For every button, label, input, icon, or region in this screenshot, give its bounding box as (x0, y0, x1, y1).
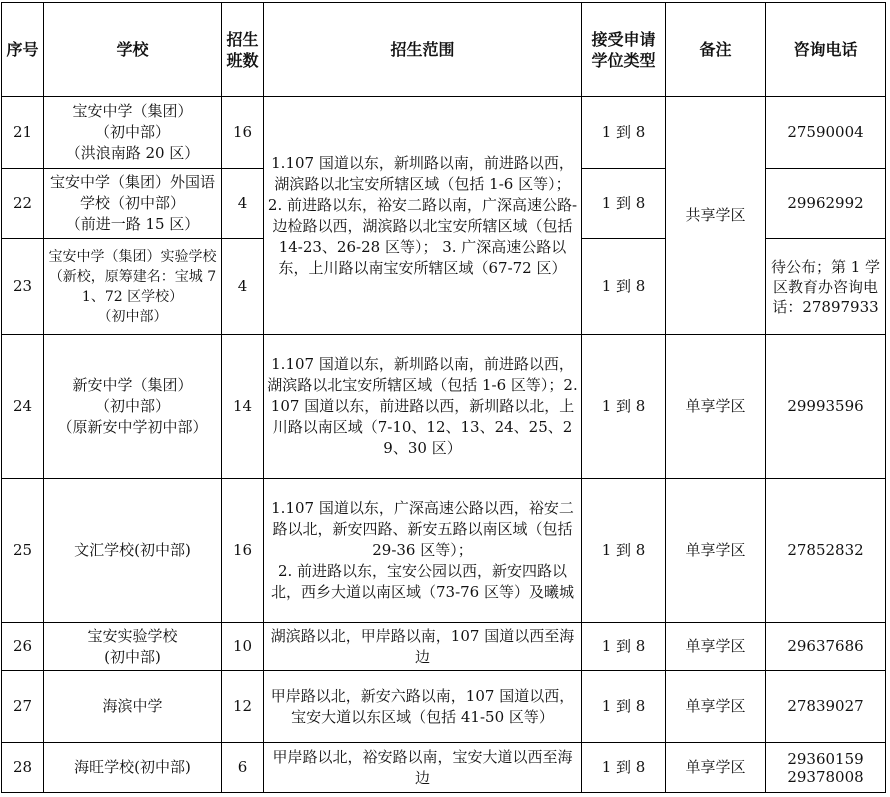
row-type: 1 到 8 (582, 479, 666, 623)
table-row (2, 623, 886, 671)
row-school (44, 169, 222, 239)
row-classes: 4 (222, 239, 264, 335)
shared-scope: 1.107 国道以东，新圳路以南，前进路以西，湖滨路以北宝安所辖区域（包括 1-6 区等）； 2. 前进路以东，裕安二路以南，广深高速公路-边检路以西，湖滨路以北宝安所辖区域（包括 14-23、26-28 区等）； 3. 广深高速公路以东，上川路以南宝安所辖区域（67-72 区） (264, 97, 582, 335)
table-row (2, 671, 886, 743)
row-classes: 12 (222, 671, 264, 743)
row-seq: 22 (2, 169, 44, 239)
row-seq: 27 (2, 671, 44, 743)
row-phone: 29637686 (766, 623, 886, 671)
school-line: （洪浪南路 20 区） (65, 144, 200, 162)
row-school (44, 743, 222, 793)
row-classes: 16 (222, 479, 264, 623)
header-seq: 序号 (2, 3, 44, 97)
school-line: 宝安实验学校 (87, 626, 178, 645)
scope-line: 1.107 国道以东，广深高速公路以西，裕安二路以北，新安四路、新安五路以南区域（包括 29-36 区等）； (271, 499, 574, 559)
row-classes: 6 (222, 743, 264, 793)
school-line: 宝安中学（集团）实验学校（新校，原筹建名：宝城 71、72 区学校） (48, 248, 217, 305)
school-line: 海滨中学 (102, 697, 163, 715)
row-phone: 待公布；第 1 学区教育办咨询电话：27897933 (766, 239, 886, 335)
row-scope: 甲岸路以北，裕安路以南，宝安大道以西至海边 (264, 743, 582, 793)
school-line: 文汇学校(初中部) (74, 541, 191, 559)
row-school (44, 239, 222, 335)
row-school (44, 623, 222, 671)
row-scope: 1.107 国道以东，新圳路以南，前进路以西，湖滨路以北宝安所辖区域（包括 1-6 区等）；2. 107 国道以东，前进路以西，新圳路以北，上川路以南区域（7-10、12、13、24、25、29、30 区） (264, 335, 582, 479)
school-line: （原新安中学初中部） (57, 418, 208, 436)
row-school (44, 97, 222, 169)
row-type: 1 到 8 (582, 743, 666, 793)
row-classes: 14 (222, 335, 264, 479)
phone-line: 29378008 (787, 767, 864, 786)
row-scope (264, 479, 582, 623)
header-phone: 咨询电话 (766, 3, 886, 97)
header-scope: 招生范围 (264, 3, 582, 97)
row-type: 1 到 8 (582, 335, 666, 479)
row-type: 1 到 8 (582, 623, 666, 671)
row-scope: 湖滨路以北，甲岸路以南，107 国道以西至海边 (264, 623, 582, 671)
school-line: 宝安中学（集团）外国语学校（初中部） (49, 173, 215, 212)
school-line: （初中部） (94, 397, 170, 415)
school-line: 新安中学（集团） (72, 376, 193, 394)
table-row (2, 479, 886, 623)
row-school (44, 335, 222, 479)
row-phone: 27852832 (766, 479, 886, 623)
row-note: 单享学区 (666, 671, 766, 743)
row-note: 单享学区 (666, 479, 766, 623)
row-scope: 甲岸路以北，新安六路以南，107 国道以西，宝安大道以东区域（包括 41-50 区等） (264, 671, 582, 743)
row-seq: 28 (2, 743, 44, 793)
row-classes: 16 (222, 97, 264, 169)
row-phone: 27590004 (766, 97, 886, 169)
phone-line: 29360159 (787, 749, 864, 768)
table-row (2, 97, 886, 169)
row-note: 单享学区 (666, 743, 766, 793)
school-line: (初中部) (104, 647, 161, 666)
row-phone: 29993596 (766, 335, 886, 479)
row-seq: 24 (2, 335, 44, 479)
school-line: （前进一路 15 区） (65, 215, 200, 233)
row-seq: 21 (2, 97, 44, 169)
school-line: 宝安中学（集团） (72, 102, 193, 120)
shared-note: 共享学区 (666, 97, 766, 335)
row-phone: 29962992 (766, 169, 886, 239)
row-type: 1 到 8 (582, 97, 666, 169)
row-seq: 23 (2, 239, 44, 335)
school-line: 海旺学校(初中部) (74, 758, 191, 776)
scope-line: 2. 前进路以东，宝安公园以西，新安四路以北，西乡大道以南区域（73-76 区等）及曦城 (270, 562, 574, 601)
enrollment-table (1, 2, 886, 793)
school-line: （初中部） (94, 123, 170, 141)
row-seq: 26 (2, 623, 44, 671)
row-phone (766, 743, 886, 793)
row-school (44, 479, 222, 623)
row-school (44, 671, 222, 743)
row-classes: 4 (222, 169, 264, 239)
header-school: 学校 (44, 3, 222, 97)
row-note: 单享学区 (666, 335, 766, 479)
header-type: 接受申请学位类型 (582, 3, 666, 97)
row-type: 1 到 8 (582, 239, 666, 335)
row-seq: 25 (2, 479, 44, 623)
row-type: 1 到 8 (582, 169, 666, 239)
table-row (2, 743, 886, 793)
row-type: 1 到 8 (582, 671, 666, 743)
table-row (2, 335, 886, 479)
header-note: 备注 (666, 3, 766, 97)
row-phone: 27839027 (766, 671, 886, 743)
row-note: 单享学区 (666, 623, 766, 671)
school-line: （初中部） (97, 308, 168, 325)
header-row (2, 3, 886, 97)
row-classes: 10 (222, 623, 264, 671)
header-classes: 招生班数 (222, 3, 264, 97)
